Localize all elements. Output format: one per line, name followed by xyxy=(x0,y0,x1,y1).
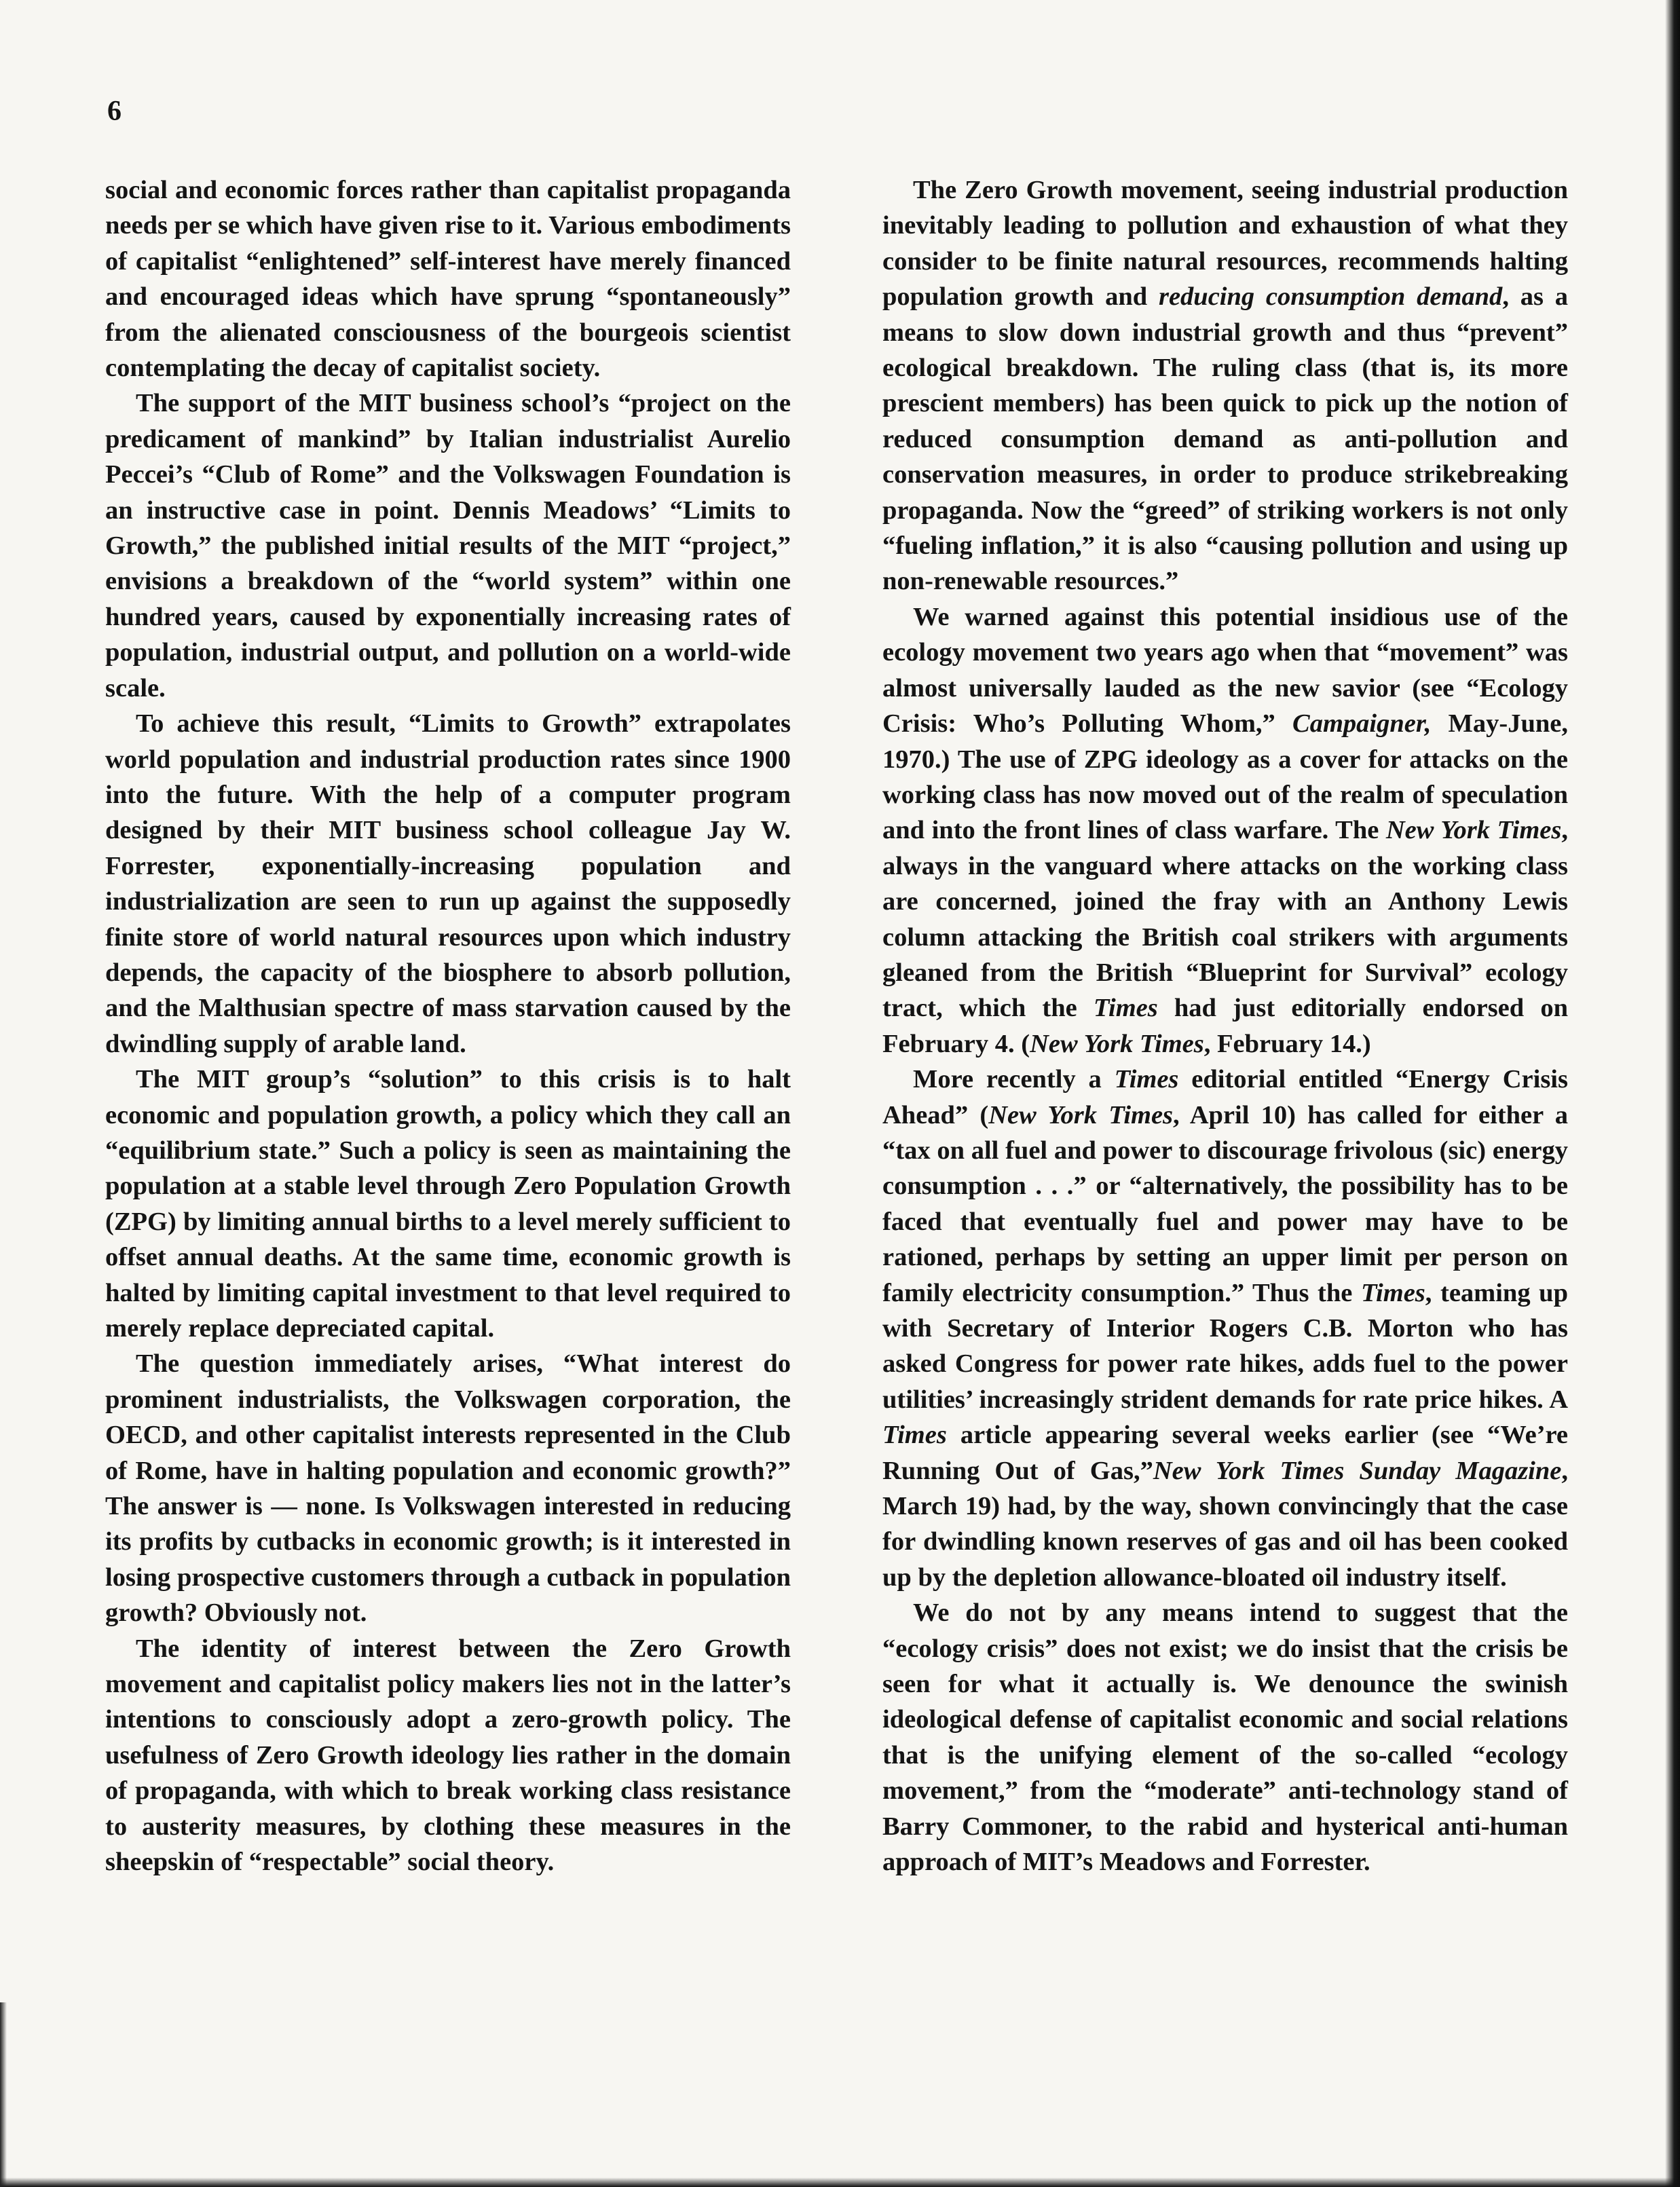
page-edge-shadow xyxy=(0,2177,1680,2187)
italic-text-run: Times xyxy=(1093,994,1158,1023)
italic-text-run: New York Times Sunday Magazine xyxy=(1153,1456,1562,1485)
text-run: had just editorially endorsed on February 4. ( xyxy=(882,994,1568,1058)
paragraph: The MIT group’s “solution” to this crisis is to halt economic and population growth, a policy which they call an “equilibrium state.” Such a policy is seen as maintaining the population at a stable level through Zero Population Growth (ZPG) by limiting annual births to a level merely sufficient to offset annual deaths. At the same time, economic growth is halted by limiting capital investment to that level required to merely replace depreciated capital. xyxy=(105,1065,791,1343)
text-run: , February 14.) xyxy=(1203,1029,1371,1058)
italic-text-run: New York Times xyxy=(1385,816,1562,845)
paragraph xyxy=(882,1062,1568,1595)
italic-text-run: New York Times xyxy=(1030,1029,1204,1058)
text-run: editorial entitled “Energy Crisis Ahead” ( xyxy=(882,1065,1568,1129)
text-run: article appearing several weeks earlier (see “We’re Running Out of Gas,” xyxy=(882,1421,1568,1485)
italic-text-run: Times xyxy=(882,1421,947,1450)
paragraph: The question immediately arises, “What interest do prominent industrialists, the Volkswagen corporation, the OECD, and other capitalist interests represented in the Club of Rome, have in halting population and economic growth?” The answer is — none. Is Volkswagen interested in reducing its profits by cutbacks in economic growth; is it interested in losing prospective customers through a cutback in population growth? Obviously not. xyxy=(105,1349,791,1628)
text-run: , March 19) had, by the way, shown convincingly that the case for dwindling known reserves of gas and oil has been cooked up by the depletion allowance-bloated oil industry itself. xyxy=(882,1456,1569,1592)
paragraph: To achieve this result, “Limits to Growth” extrapolates world population and industrial production rates since 1900 into the future. With the help of a computer program designed by their MIT business school colleague Jay W. Forrester, exponentially-increasing population and industrialization are seen to run up against the supposedly finite store of world natural resources upon which industry depends, the capacity of the biosphere to absorb pollution, and the Malthusian spectre of mass starvation caused by the dwindling supply of arable land. xyxy=(105,709,791,1058)
paragraph xyxy=(882,172,1568,599)
paragraph xyxy=(882,599,1568,1062)
text-run: The Zero Growth movement, seeing industrial production inevitably leading to pollution and exhaustion of what they consider to be finite natural resources, recommends halting population growth and xyxy=(882,176,1568,312)
italic-text-run: reducing consumption demand xyxy=(1158,282,1503,312)
text-run: May-June, 1970.) The use of ZPG ideology as a cover for attacks on the working class has now moved out of the realm of speculation and into the front lines of class warfare. The xyxy=(882,709,1569,845)
page-edge-shadow xyxy=(0,2002,7,2187)
italic-text-run: Campaigner, xyxy=(1292,709,1432,739)
italic-text-run: New York Times xyxy=(988,1100,1174,1129)
text-run: , teaming up with Secretary of Interior Rogers C.B. Morton who has asked Congress for power rate hikes, adds fuel to the power utilities’ increasingly strident demands for rate price hikes. A xyxy=(882,1278,1569,1414)
paragraph: social and economic forces rather than capitalist propaganda needs per se which have given rise to it. Various embodiments of capitalist “enlightened” self-interest have merely financed and encouraged ideas which have sprung “spontaneously” from the alienated consciousness of the bourgeois scientist contemplating the decay of capitalist society. xyxy=(105,176,791,383)
right-column xyxy=(882,172,1568,1880)
italic-text-run: Times xyxy=(1360,1278,1425,1307)
page-number: 6 xyxy=(107,96,122,127)
text-run: , always in the vanguard where attacks on the working class are concerned, joined the fray with an Anthony Lewis column attacking the British coal strikers with arguments gleaned from the British “Blueprint for Survival” ecology tract, which the xyxy=(882,816,1568,1023)
paragraph: We do not by any means intend to suggest that the “ecology crisis” does not exist; we do insist that the crisis be seen for what it actually is. We denounce the swinish ideological defense of capitalist economic and social relations that is the unifying element of the so-called “ecology movement,” from the “moderate” anti-technology stand of Barry Commoner, to the rabid and hysterical anti-human approach of MIT’s Meadows and Forrester. xyxy=(882,1599,1568,1877)
paragraph: The identity of interest between the Zero Growth movement and capitalist policy makers lies not in the latter’s intentions to consciously adopt a zero-growth policy. The usefulness of Zero Growth ideology lies rather in the domain of propaganda, with which to break working class resistance to austerity measures, by clothing these measures in the sheepskin of “respectable” social theory. xyxy=(105,1634,791,1877)
text-run: More recently a xyxy=(913,1065,1115,1094)
page-edge-shadow xyxy=(1665,0,1680,2187)
left-column xyxy=(105,172,791,1880)
text-run: , as a means to slow down industrial growth and thus “prevent” ecological breakdown. The ruling class (that is, its more prescient members) has been quick to pick up the notion of reduced consumption demand as anti-pollution and conservation measures, in order to produce strikebreaking propaganda. Now the “greed” of striking workers is not only “fueling inflation,” it is also “causing pollution and using up non-renewable resources.” xyxy=(882,282,1568,596)
italic-text-run: Times xyxy=(1114,1065,1179,1094)
text-run: , April 10) has called for either a “tax on all fuel and power to discourage frivolous (sic) energy consumption . . .” or “alternatively, the possibility has to be faced that eventually fuel and power may have to be rationed, perhaps by setting an upper limit per person on family electricity consumption.” Thus the xyxy=(882,1100,1568,1307)
text-run: We warned against this potential insidious use of the ecology movement two years ago when that “movement” was almost universally lauded as the new savior (see “Ecology Crisis: Who’s Polluting Whom,” xyxy=(882,602,1568,739)
paragraph: The support of the MIT business school’s “project on the predicament of mankind” by Italian industrialist Aurelio Peccei’s “Club of Rome” and the Volkswagen Foundation is an instructive case in point. Dennis Meadows’ “Limits to Growth,” the published initial results of the MIT “project,” envisions a breakdown of the “world system” within one hundred years, caused by exponentially increasing rates of population, industrial output, and pollution on a world-wide scale. xyxy=(105,389,791,703)
